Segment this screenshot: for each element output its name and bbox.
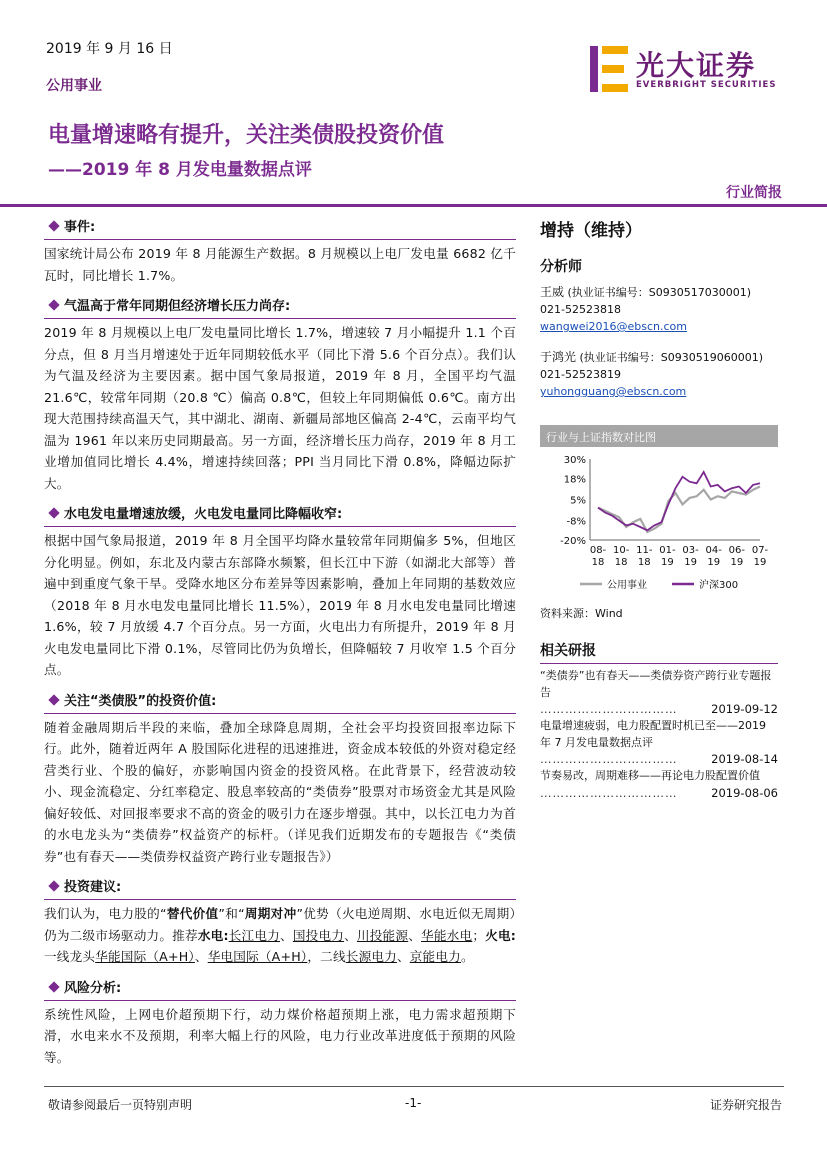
advice-text: 、	[194, 949, 208, 964]
x-tick-label: 11-	[636, 545, 653, 556]
series-line-utilities	[598, 487, 760, 532]
leader-dots: ……………………………	[540, 785, 678, 800]
analyst-license: (执业证书编号：S0930519060001)	[579, 351, 764, 364]
section-heading: 水电发电量增速放缓，火电发电量同比降幅收窄:	[64, 507, 343, 522]
x-tick-label: 03-	[682, 545, 699, 556]
analyst-phone: 021-52523818	[540, 303, 621, 316]
advice-text: 水电:	[197, 927, 229, 943]
analyst-email-link[interactable]: yuhongguang@ebscn.com	[540, 385, 687, 398]
x-tick-label: 01-	[659, 545, 676, 556]
advice-text: 、	[408, 927, 422, 943]
stock-name: 长江电力	[228, 927, 280, 943]
y-tick-label: -20%	[560, 536, 586, 547]
x-tick-label: 19	[684, 557, 697, 568]
logo-mark-icon	[590, 46, 630, 92]
stock-name: 长源电力	[345, 949, 397, 964]
advice-text: 、	[279, 927, 293, 943]
advice-text: 、	[396, 949, 410, 964]
section-heading: 投资建议:	[64, 880, 122, 895]
analyst-phone: 021-52523819	[540, 368, 621, 381]
section-body: 国家统计局公布 2019 年 8 月能源生产数据。8 月规模以上电厂发电量 6682 亿千瓦时，同比增长 1.7%。	[44, 246, 516, 283]
footer-divider	[44, 1086, 784, 1087]
footer-disclaimer: 敬请参阅最后一页特别声明	[48, 1098, 193, 1112]
section-heading: 风险分析:	[64, 980, 122, 996]
leader-dots: ……………………………	[540, 752, 678, 766]
advice-text: ；	[472, 927, 486, 943]
stock-name: 川投能源	[356, 927, 409, 943]
diamond-bullet-icon	[48, 694, 59, 705]
diamond-bullet-icon	[48, 507, 59, 518]
section-body: 2019 年 8 月规模以上电厂发电量同比增长 1.7%，增速较 7 月小幅提升 1.1 个百分点，但 8 月当月增速处于近年同期较低水平（同比下滑 5.6 个百分点）。我们认为气温及经济为主要因素。据中国气象局报道，2019 年 8 月，全国平均气温 21.6℃，较常年同期（20.8 ℃）偏高 0.8℃，但较上年同期偏低 0.6℃。南方出现大范围持续高温天气，其中湖北、湖南、新疆局部地区偏高 2-4℃，云南平均气温为 1961 年以来历史同期最高。另一方面，经济增长压力尚存，2019 年 8 月工业增加值同比增长 4.4%，增速持续回落；PPI 当月同比下滑 0.8%，降幅边际扩大。	[44, 325, 516, 491]
diamond-bullet-icon	[48, 981, 59, 992]
section-investment-advice	[44, 873, 516, 968]
logo-text-cn: 光大证券	[636, 49, 757, 82]
analyst-card	[540, 284, 785, 335]
related-title[interactable]: “类债券”也有春天——类债券资产跨行业专题报告	[540, 669, 772, 699]
legend-label: 沪深300	[699, 580, 739, 591]
section-temperature	[44, 292, 516, 494]
chart-plot	[540, 447, 778, 599]
section-event	[44, 213, 516, 286]
section-body: 根据中国气象局报道，2019 年 8 月全国平均降水量较常年同期偏多 5%，但地区分化明显。例如，东北及内蒙古东部降水频繁，但长江中下游（如湖北大部等）普遍中到重度气象干旱。受降水地区分布差异等因素影响，叠加上年同期的基数效应（2018 年 8 月水电发电量同比增长 11.5%），2019 年 8 月水电发电量同比增速 1.6%，较 7 月放缓 4.7 个百分点。另一方面，火电出力有所提升，2019 年 8 月火电发电量同比下滑 0.1%，尽管同比仍为负增长，但降幅较 7 月收窄 1.5 个百分点。	[44, 533, 516, 677]
related-research	[540, 634, 778, 802]
advice-text: 一线龙头	[44, 949, 96, 964]
x-tick-label: 08-	[589, 545, 607, 556]
stock-name: 华能水电	[421, 927, 473, 943]
logo-text-en: EVERBRIGHT SECURITIES	[636, 80, 777, 90]
report-title: 电量增速略有提升，关注类债股投资价值	[48, 123, 445, 148]
y-tick-label: 18%	[563, 474, 586, 486]
sector-label: 公用事业	[46, 78, 102, 94]
x-tick-label: 10-	[612, 545, 630, 556]
section-bond-like-stocks	[44, 687, 516, 868]
report-date: 2019 年 9 月 16 日	[46, 41, 173, 57]
document-type: 行业简报	[726, 185, 782, 201]
related-title[interactable]: 电量增速疲弱，电力股配置时机已至——2019 年 7 月发电量数据点评	[540, 719, 766, 749]
section-body	[44, 903, 516, 968]
rating: 增持（维持）	[540, 221, 642, 241]
diamond-bullet-icon	[48, 220, 59, 231]
related-date: 2019-09-12	[711, 702, 778, 716]
section-heading: 事件:	[64, 220, 96, 235]
x-tick-label: 18	[614, 557, 628, 568]
advice-text: 我们认为，电力股的“	[44, 906, 167, 921]
x-tick-label: 06-	[728, 545, 746, 556]
related-title[interactable]: 节奏易改，周期难移——再论电力股配置价值	[540, 769, 760, 782]
diamond-bullet-icon	[48, 299, 59, 310]
report-subtitle: ——2019 年 8 月发电量数据点评	[48, 160, 312, 180]
advice-text: ”优势（火电逆周期、水电近似无周期）仍为二级市场驱动力。推荐	[44, 906, 516, 943]
analyst-email-link[interactable]: wangwei2016@ebscn.com	[540, 320, 687, 333]
stock-name: 华能国际（A+H）	[95, 949, 195, 964]
chart-source: 资料来源：Wind	[540, 607, 623, 620]
chart-title: 行业与上证指数对比图	[540, 425, 778, 447]
section-heading: 关注“类债股”的投资价值:	[64, 693, 217, 709]
section-heading: 气温高于常年同期但经济增长压力尚存:	[64, 299, 291, 314]
x-tick-label: 04-	[705, 545, 722, 556]
x-tick-label: 18	[591, 557, 605, 568]
y-tick-label: 30%	[563, 455, 586, 466]
related-item[interactable]	[540, 768, 778, 801]
y-tick-label: -8%	[566, 516, 586, 528]
analyst-license: (执业证书编号：S0930517030001)	[567, 286, 752, 299]
related-item[interactable]	[540, 718, 778, 767]
analyst-name: 于鸿光	[540, 350, 577, 364]
company-logo	[590, 44, 780, 96]
related-heading: 相关研报	[540, 640, 778, 664]
header-divider	[0, 204, 827, 207]
section-risk	[44, 974, 516, 1069]
comparison-chart	[540, 425, 778, 620]
advice-text: 替代价值	[166, 906, 219, 921]
section-body: 随着金融周期后半段的来临，叠加全球降息周期，全社会平均投资回报率边际下行。此外，随着近两年 A 股国际化进程的迅速推进，资金成本较低的外资对稳定经营类行业、个股的偏好，亦影响国内资金的投资风格。在此背景下，经营波动较小、现金流稳定、分红率稳定、股息率较高的“类债券”股票对市场资金尤其是风险偏好较低、对回报率要求不高的资金的吸引力在逐步增强。其中，以长江电力为首的水电龙头为“类债券”权益资产的标杆。（详见我们近期发布的专题报告《“类债券”也有春天——类债券权益资产跨行业专题报告》）	[44, 719, 516, 864]
stock-name: 京能电力	[409, 949, 461, 964]
x-tick-label: 19	[707, 557, 721, 568]
advice-text: 周期对冲	[244, 906, 297, 921]
diamond-bullet-icon	[48, 880, 59, 891]
x-tick-label: 19	[661, 557, 674, 568]
stock-name: 国投电力	[292, 927, 345, 943]
x-tick-label: 07-	[751, 545, 769, 556]
legend-label: 公用事业	[607, 580, 647, 591]
page-number: -1-	[405, 1096, 422, 1110]
section-hydro-thermal	[44, 500, 516, 681]
related-date: 2019-08-14	[711, 752, 778, 766]
section-body: 系统性风险，上网电价超预期下行，动力煤价格超预期上涨，电力需求超预期下滑，水电来水不及预期，利率大幅上行的风险，电力行业改革进度低于预期的风险等。	[44, 1006, 516, 1065]
x-tick-label: 19	[730, 557, 744, 568]
analyst-card	[540, 349, 785, 400]
leader-dots: ……………………………	[540, 702, 678, 716]
stock-name: 华电国际（A+H）	[207, 949, 308, 964]
analyst-name: 王威	[540, 285, 565, 299]
y-tick-label: 5%	[570, 495, 586, 507]
footer-report-type: 证券研究报告	[709, 1098, 782, 1112]
related-item[interactable]	[540, 668, 778, 717]
sidebar	[540, 216, 785, 400]
advice-text: 。	[460, 949, 474, 964]
x-tick-label: 19	[753, 557, 767, 568]
analyst-heading: 分析师	[540, 259, 582, 275]
advice-text: ，二线	[307, 949, 346, 964]
advice-text: 、	[344, 927, 357, 943]
advice-text: ”和“	[218, 906, 245, 921]
related-date: 2019-08-06	[711, 785, 778, 800]
main-content	[44, 213, 516, 1074]
advice-text: 火电:	[485, 927, 517, 943]
x-tick-label: 18	[637, 557, 651, 568]
